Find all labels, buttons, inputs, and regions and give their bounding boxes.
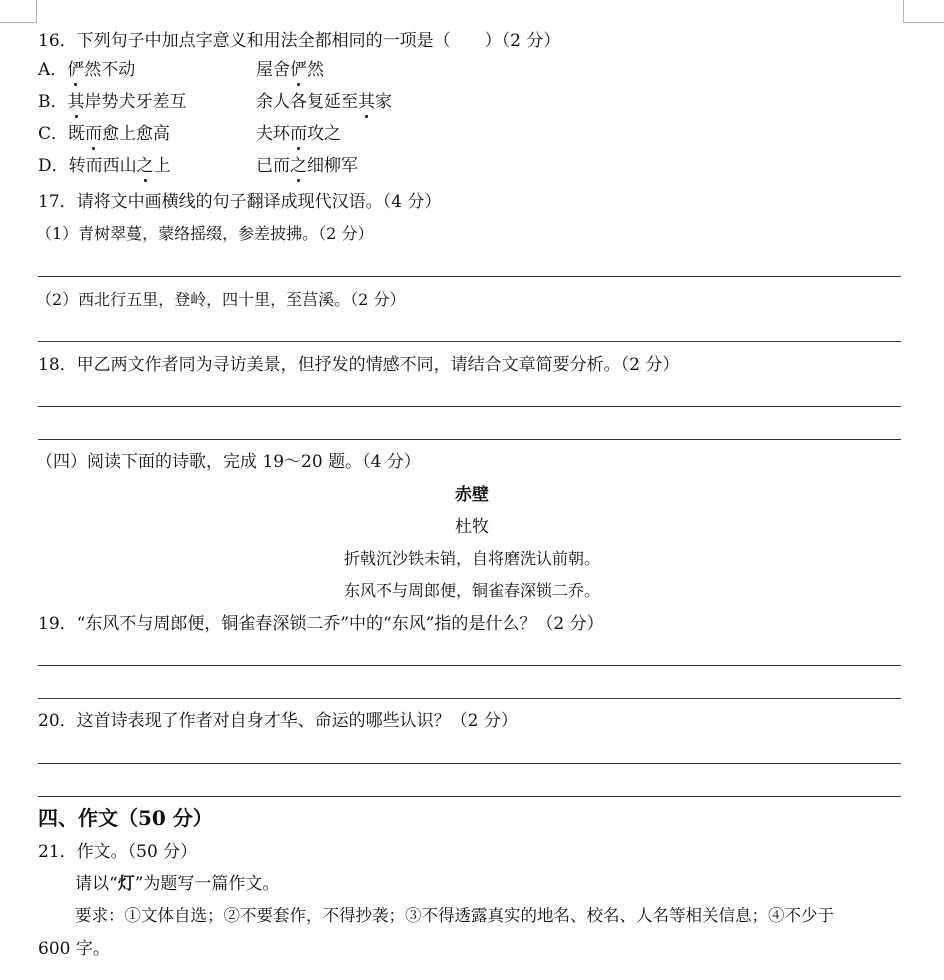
- answer-line-q17-1[interactable]: [38, 276, 901, 277]
- q16-stem: 16．下列句子中加点字意义和用法全都相同的一项是（ ）（2 分）: [38, 31, 561, 51]
- q16-option-c: [38, 123, 341, 145]
- q17-stem: 17．请将文中画横线的句子翻译成现代汉语。（4 分）: [38, 192, 442, 212]
- composition-title-word: 灯: [117, 874, 135, 894]
- option-label: C．: [38, 124, 69, 144]
- option-label: A．: [38, 60, 68, 80]
- answer-line-q19-2[interactable]: [38, 698, 901, 699]
- q17-sub1: （1）青树翠蔓，蒙络摇缀，参差披拂。（2 分）: [36, 224, 374, 243]
- q18-stem: 18．甲乙两文作者同为寻访美景，但抒发的情感不同，请结合文章简要分析。（2 分）: [38, 355, 680, 375]
- dotted-char: 其: [358, 92, 375, 112]
- composition-prompt: 请以“灯”为题写一篇作文。: [75, 874, 280, 894]
- dotted-char: 之: [290, 156, 307, 176]
- page-corner-mark-right: [903, 0, 944, 23]
- section-4-intro: （四）阅读下面的诗歌，完成 19～20 题。（4 分）: [36, 452, 421, 472]
- q16-option-b: [38, 91, 392, 113]
- dotted-char: 而: [290, 124, 307, 144]
- poem-author: 杜牧: [455, 517, 489, 537]
- answer-line-q19-1[interactable]: [38, 665, 901, 666]
- page-corner-mark-left: [0, 0, 37, 23]
- q19-stem: 19．“东风不与周郎便，铜雀春深锁二乔”中的“东风”指的是什么？（2 分）: [38, 614, 604, 634]
- dotted-char: 俨: [67, 60, 85, 80]
- q21-stem: 21．作文。（50 分）: [38, 842, 198, 862]
- answer-line-q18-2[interactable]: [38, 439, 901, 440]
- q17-sub2: （2）西北行五里，登岭，四十里，至莒溪。（2 分）: [36, 290, 406, 309]
- answer-line-q18-1[interactable]: [38, 406, 901, 407]
- poem-line-2: 东风不与周郎便，铜雀春深锁二乔。: [343, 581, 600, 600]
- option-a-compare-text: 屋舍俨然: [256, 60, 324, 80]
- option-label: B．: [38, 92, 68, 112]
- composition-requirements-cont: 600 字。: [38, 939, 110, 959]
- answer-line-q20-1[interactable]: [38, 763, 901, 764]
- option-d-compare-text: 已而之细柳军: [256, 156, 358, 176]
- q16-option-d: [38, 155, 358, 177]
- q16-option-a: [38, 59, 324, 81]
- option-c-compare-text: 夫环而攻之: [256, 124, 341, 144]
- dotted-char: 俨: [290, 60, 307, 80]
- option-b-text: 其岸势犬牙差互: [67, 92, 187, 112]
- poem-line-1: 折戟沉沙铁未销，自将磨洗认前朝。: [343, 549, 600, 568]
- poem-title: 赤壁: [455, 485, 489, 505]
- option-label: D．: [38, 156, 69, 176]
- dotted-char: 其: [67, 92, 85, 112]
- answer-line-q20-2[interactable]: [38, 796, 901, 797]
- option-c-text: 既而愈上愈高: [68, 124, 171, 144]
- option-b-compare-text: 余人各复延至其家: [256, 92, 392, 112]
- answer-line-q17-2[interactable]: [38, 341, 901, 342]
- option-d-text: 转而西山之上: [68, 156, 171, 176]
- composition-requirements: 要求：①文体自选；②不要套作，不得抄袭；③不得透露真实的地名、校名、人名等相关信息；④不少于: [75, 906, 834, 925]
- option-a-text: 俨然不动: [67, 60, 136, 80]
- q20-stem: 20．这首诗表现了作者对自身才华、命运的哪些认识？（2 分）: [38, 711, 518, 731]
- part-4-heading: 四、作文（50 分）: [38, 806, 213, 830]
- dotted-char: 而: [85, 124, 103, 144]
- dotted-char: 之: [136, 156, 154, 176]
